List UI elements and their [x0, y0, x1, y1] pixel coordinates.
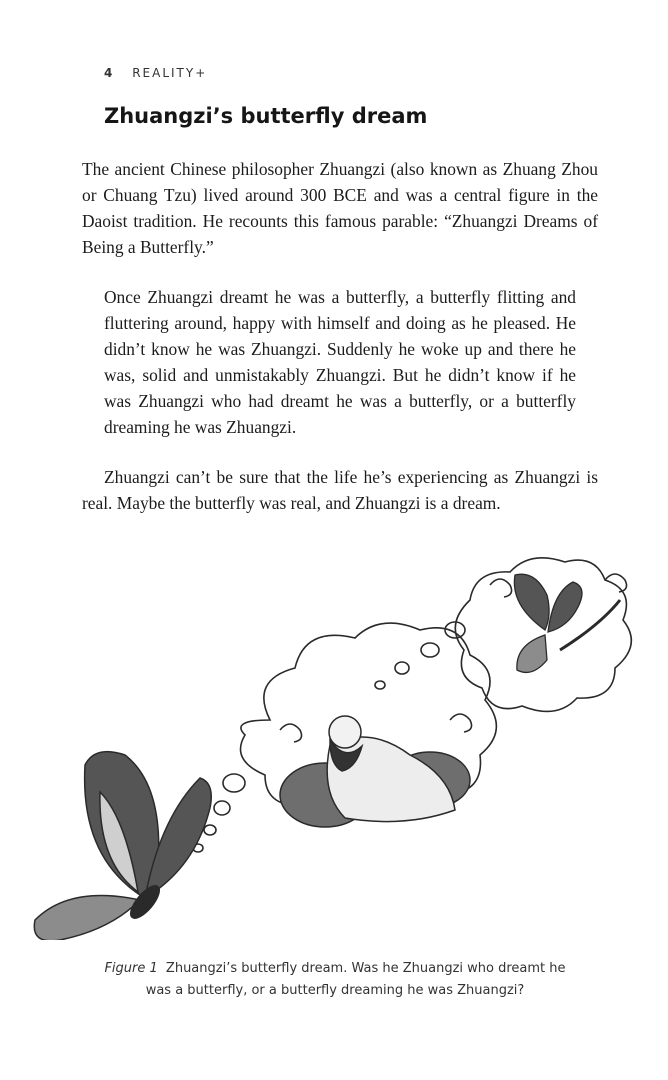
dream-cloud-small: [455, 558, 631, 712]
thought-bubble: [223, 774, 245, 792]
thought-bubble: [204, 825, 216, 835]
figure-caption-text: Zhuangzi’s butterfly dream. Was he Zhuangzi who dreamt he was a butterfly, or a butterfly dreaming he was Zhuangzi?: [145, 961, 566, 998]
butterfly-small: [514, 574, 620, 672]
figure-label: Figure 1: [104, 961, 158, 976]
running-title: REALITY+: [132, 66, 208, 80]
thought-bubble: [375, 681, 385, 689]
sleeping-zhuangzi: [280, 716, 470, 827]
intro-paragraph: The ancient Chinese philosopher Zhuangzi (also known as Zhuang Zhou or Chuang Tzu) lived around 300 BCE and was a central figure in the Daoist tradition. He recounts this famous parable: “Zhuangzi Dreams of Being a Butterfly.”: [82, 159, 598, 257]
thought-bubble: [395, 662, 409, 674]
conclusion-paragraph: Zhuangzi can’t be sure that the life he’s experiencing as Zhuangzi is real. Maybe the butterfly was real, and Zhuangzi is a dream.: [82, 467, 598, 513]
butterfly-large: [34, 752, 211, 940]
block-quote: Once Zhuangzi dreamt he was a butterfly, a butterfly flitting and fluttering around, happy with himself and doing as he pleased. He didn’t know he was Zhuangzi. Suddenly he woke up and there he was, solid and unmistakably Zhuangzi. But he didn’t know if he was Zhuangzi who had dreamt he was a butterfly, or a butterfly dreaming he was Zhuangzi.: [104, 287, 576, 437]
butterfly-dream-illustration: [0, 540, 668, 940]
figure-caption: [96, 958, 574, 1002]
running-head: [104, 66, 207, 80]
thought-bubble: [421, 643, 439, 657]
thought-bubble: [214, 801, 230, 815]
page-number: 4: [104, 66, 113, 80]
section-heading: Zhuangzi’s butterfly dream: [104, 104, 428, 128]
